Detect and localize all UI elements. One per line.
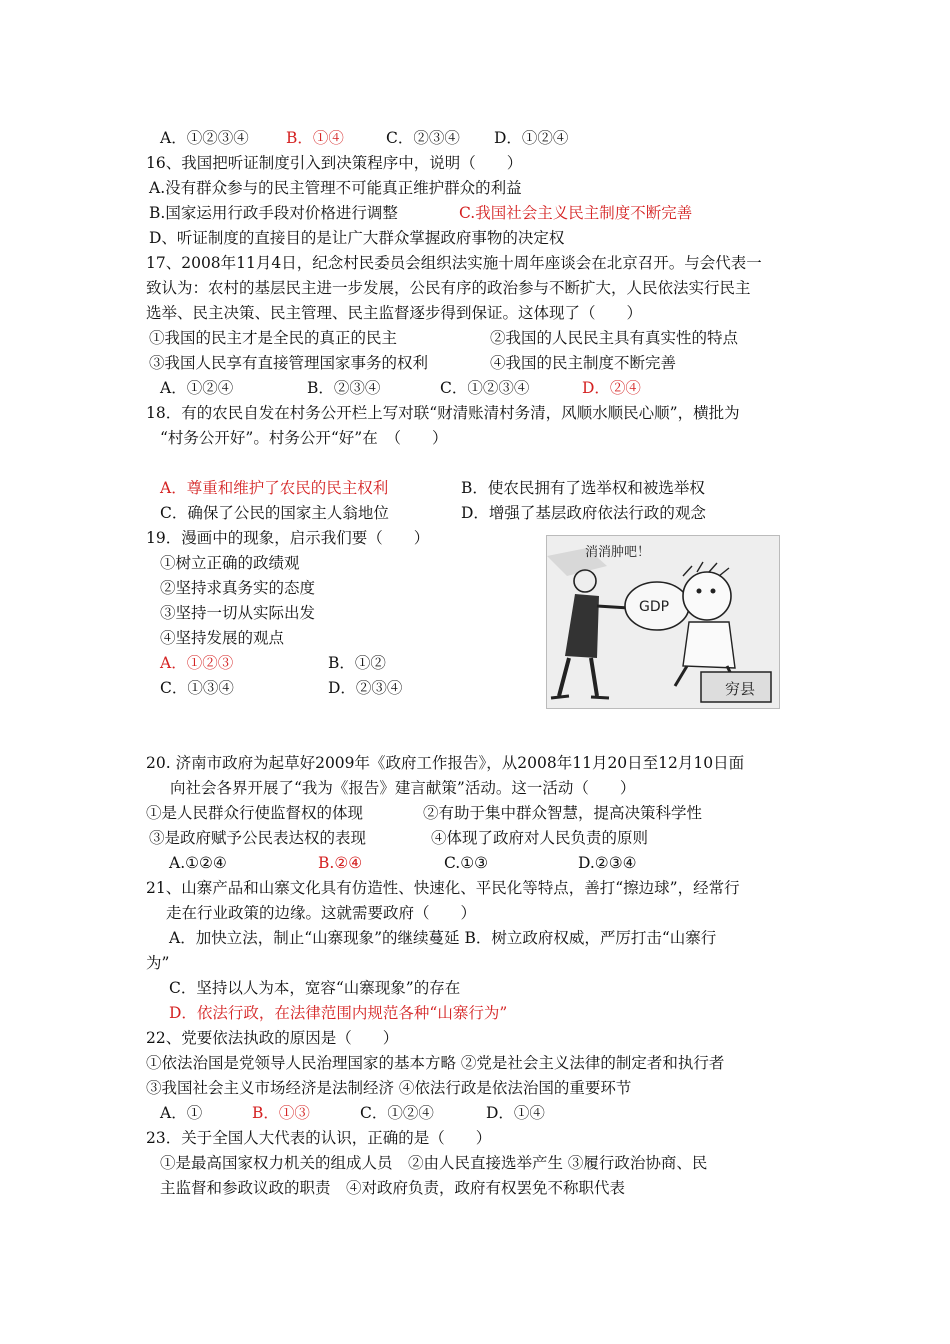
q18-stem-line1: 18．有的农民自发在村务公开栏上写对联“财清账清村务清，风顺水顺民心顺”，横批为 [146,404,740,422]
q17-option-c: C．①②③④ [440,379,530,397]
q15-option-a: A．①②③④ [160,129,249,147]
q16-stem: 16、我国把听证制度引入到决策程序中，说明（ ） [146,154,523,172]
cartoon-caption: 消消肿吧！ [585,545,651,560]
q16-option-b: B.国家运用行政手段对价格进行调整 [149,204,398,222]
q18-option-b: B．使农民拥有了选举权和被选举权 [461,479,705,497]
q17-stem-line2: 致认为：农村的基层民主进一步发展，公民有序的政治参与不断扩大，人民依法实行民主 [146,279,751,297]
q19-statement-1: ①树立正确的政绩观 [160,554,300,572]
q21-stem-line1: 21、山寨产品和山寨文化具有仿造性、快速化、平民化等特点，善打“擦边球”，经常行 [146,879,740,897]
q17-option-a: A．①②④ [160,379,234,397]
q19-option-b: B．①② [328,654,386,672]
q23-statements-line2: 主监督和参政议政的职责 ④对政府负责，政府有权罢免不称职代表 [160,1179,626,1197]
q17-option-b: B．②③④ [307,379,381,397]
q16-option-c: C.我国社会主义民主制度不断完善 [459,204,693,222]
q18-option-a: A．尊重和维护了农民的民主权利 [160,479,389,497]
cartoon-drawing [547,536,779,708]
q21-options-ab: A．加快立法，制止“山寨现象”的继续蔓延 B．树立政府权威，严厉打击“山寨行 [169,929,717,947]
q20-option-b: B.②④ [318,854,363,872]
q20-statement-4: ④体现了政府对人民负责的原则 [431,829,649,847]
q20-statement-1: ①是人民群众行使监督权的体现 [146,804,364,822]
cartoon-balloon-label: GDP [639,599,670,615]
q20-option-d: D.②③④ [578,854,637,872]
q18-option-c: C．确保了公民的国家主人翁地位 [160,504,389,522]
q23-stem: 23．关于全国人大代表的认识，正确的是（ ） [146,1129,492,1147]
q19-option-a: A．①②③ [160,654,234,672]
q19-statement-4: ④坚持发展的观点 [160,629,285,647]
q20-statement-3: ③是政府赋予公民表达权的表现 [149,829,367,847]
q22-option-a: A．① [160,1104,203,1122]
q21-stem-line2: 走在行业政策的边缘。这就需要政府（ ） [166,904,477,922]
q16-option-d: D、听证制度的直接目的是让广大群众掌握政府事物的决定权 [149,229,565,247]
q19-statement-3: ③坚持一切从实际出发 [160,604,316,622]
q20-statement-2: ②有助于集中群众智慧，提高决策科学性 [423,804,703,822]
q18-option-d: D．增强了基层政府依法行政的观念 [461,504,706,522]
gdp-cartoon-image [546,535,780,709]
q19-option-d: D．②③④ [328,679,403,697]
q22-option-d: D．①④ [486,1104,545,1122]
q22-option-b: B．①③ [252,1104,310,1122]
q17-stem-line1: 17、2008年11月4日，纪念村民委员会组织法实施十周年座谈会在北京召开。与会代表一 [146,254,762,272]
q17-statement-3: ③我国人民享有直接管理国家事务的权利 [149,354,429,372]
q19-statement-2: ②坚持求真务实的态度 [160,579,316,597]
q17-statement-1: ①我国的民主才是全民的真正的民主 [149,329,398,347]
q15-option-b: B．①④ [286,129,344,147]
q22-stem: 22、党要依法执政的原因是（ ） [146,1029,399,1047]
q20-option-c: C.①③ [444,854,489,872]
q18-stem-line2: “村务公开好”。村务公开“好”在 （ ） [160,429,448,447]
q15-option-c: C．②③④ [386,129,460,147]
q22-statements-12: ①依法治国是党领导人民治理国家的基本方略 ②党是社会主义法律的制定者和执行者 [146,1054,725,1072]
q17-option-d: D．②④ [582,379,641,397]
q19-stem: 19．漫画中的现象，启示我们要（ ） [146,529,430,547]
q22-option-c: C．①②④ [360,1104,434,1122]
q19-option-c: C．①③④ [160,679,234,697]
q15-option-d: D．①②④ [494,129,569,147]
q23-statements-line1: ①是最高国家权力机关的组成人员 ②由人民直接选举产生 ③履行政治协商、民 [160,1154,708,1172]
q22-statements-34: ③我国社会主义市场经济是法制经济 ④依法行政是依法治国的重要环节 [146,1079,632,1097]
q21-option-c: C．坚持以人为本，宽容“山寨现象”的存在 [169,979,461,997]
q20-stem-line2: 向社会各界开展了“我为《报告》建言献策”活动。这一活动（ ） [170,779,636,797]
q20-stem-line1: 20. 济南市政府为起草好2009年《政府工作报告》，从2008年11月20日至12月10日面 [146,754,745,772]
q21-options-ab-cont: 为” [146,954,170,972]
q20-option-a: A.①②④ [169,854,227,872]
q17-statement-4: ④我国的民主制度不断完善 [490,354,677,372]
q17-stem-line3: 选举、民主决策、民主管理、民主监督逐步得到保证。这体现了（ ） [146,304,643,322]
q21-option-d: D．依法行政，在法律范围内规范各种“山寨行为” [169,1004,508,1022]
cartoon-box-label: 穷县 [725,680,756,698]
q16-option-a: A.没有群众参与的民主管理不可能真正维护群众的利益 [149,179,522,197]
q17-statement-2: ②我国的人民民主具有真实性的特点 [490,329,739,347]
